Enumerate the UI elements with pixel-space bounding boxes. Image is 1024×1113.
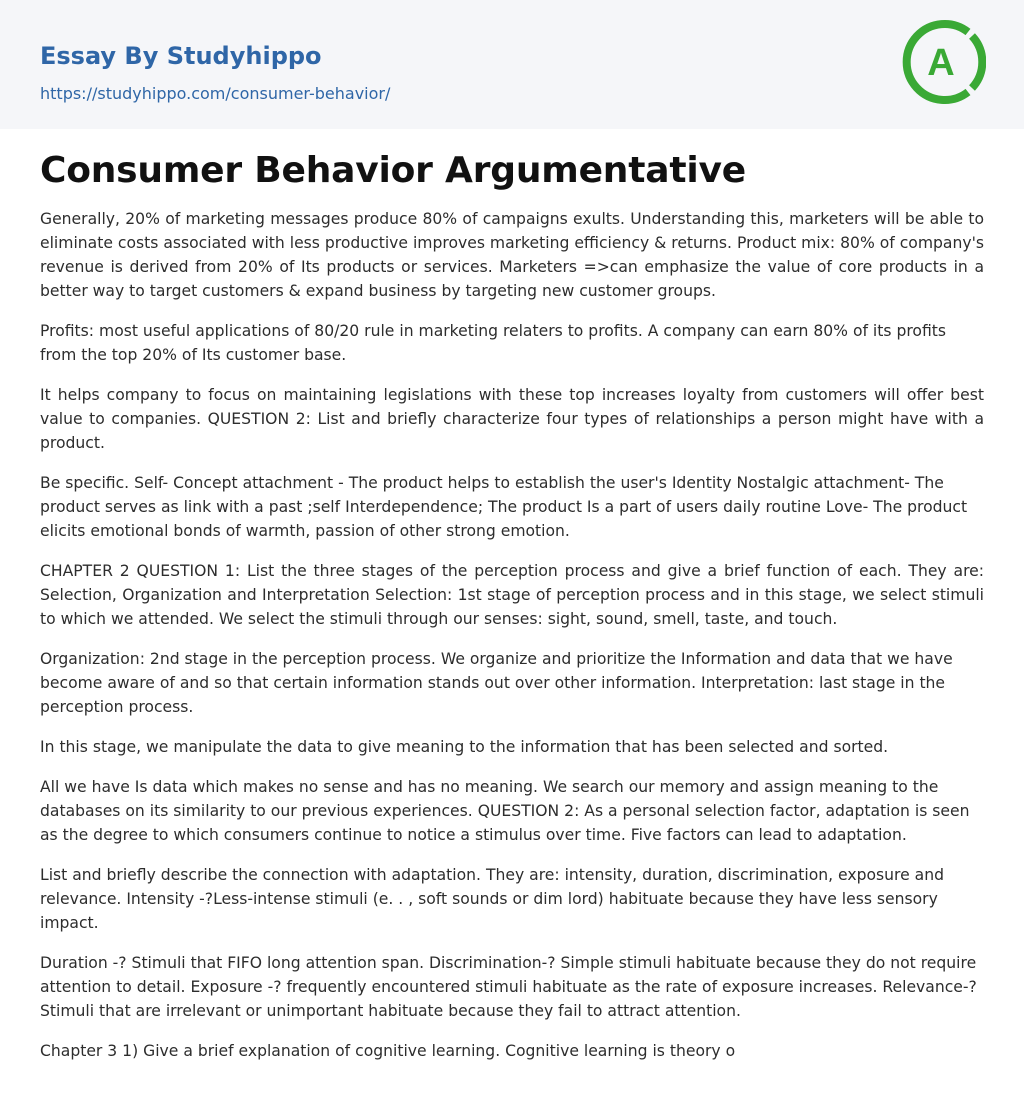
essay-content [0,147,1024,1063]
essay-paragraph-1: Generally, 20% of marketing messages produce 80% of campaigns exults. Understanding this, marketers will be able to eliminate costs associated with less productive improves marketing efficiency & returns. Product mix: 80% of company's revenue is derived from 20% of Its products or services. Marketers =>can emphasize the value of core products in a better way to target customers & expand business by targeting new customer groups. [40,210,984,300]
essay-paragraph-11: Chapter 3 1) Give a brief explanation of cognitive learning. Cognitive learning is theory o [40,1042,736,1060]
essay-paragraph-8: All we have Is data which makes no sense and has no meaning. We search our memory and assign meaning to the databases on its similarity to our previous experiences. QUESTION 2: As a personal selection factor, adaptation is seen as the degree to which consumers continue to notice a stimulus over time. Five factors can lead to adaptation. [40,778,970,844]
essay-paragraph-10: Duration -? Stimuli that FIFO long attention span. Discrimination-? Simple stimuli habituate because they do not require attention to detail. Exposure -? frequently encountered stimuli habituate as the rate of exposure increases. Relevance-? Stimuli that are irrelevant or unimportant habituate because they fail to attract attention. [40,954,977,1020]
essay-paragraph-5: CHAPTER 2 QUESTION 1: List the three stages of the perception process and give a brief function of each. They are: Selection, Organization and Interpretation Selection: 1st stage of perception process and in this stage, we select stimuli to which we attended. We select the stimuli through our senses: sight, sound, smell, taste, and touch. [40,562,984,628]
site-header [0,0,1024,129]
page-title: Consumer Behavior Argumentative [40,150,746,191]
essay-paragraph-3: It helps company to focus on maintaining legislations with these top increases loyalty from customers will offer best value to companies. QUESTION 2: List and briefly characterize four types of relationships a person might have with a product. [40,386,984,452]
essay-paragraph-7: In this stage, we manipulate the data to give meaning to the information that has been selected and sorted. [40,738,889,756]
essay-paragraph-6: Organization: 2nd stage in the perception process. We organize and prioritize the Information and data that we have become aware of and so that certain information stands out over other information. Interpretation: last stage in the perception process. [40,650,953,716]
site-title[interactable]: Essay By Studyhippo [40,42,322,70]
essay-url-link[interactable]: https://studyhippo.com/consumer-behavior/ [40,84,391,103]
studyhippo-logo-icon[interactable] [898,18,986,106]
essay-paragraph-9: List and briefly describe the connection with adaptation. They are: intensity, duration, discrimination, exposure and relevance. Intensity -?Less-intense stimuli (e. . , soft sounds or dim lord) habituate because they have less sensory impact. [40,866,944,932]
essay-paragraph-2: Profits: most useful applications of 80/20 rule in marketing relaters to profits. A company can earn 80% of its profits from the top 20% of Its customer base. [40,322,947,364]
logo-letter: A [927,42,955,84]
essay-paragraph-4: Be specific. Self- Concept attachment - The product helps to establish the user's Identity Nostalgic attachment- The product serves as link with a past ;self Interdependence; The product Is a part of users daily routine Love- The product elicits emotional bonds of warmth, passion of other strong emotion. [40,474,968,540]
